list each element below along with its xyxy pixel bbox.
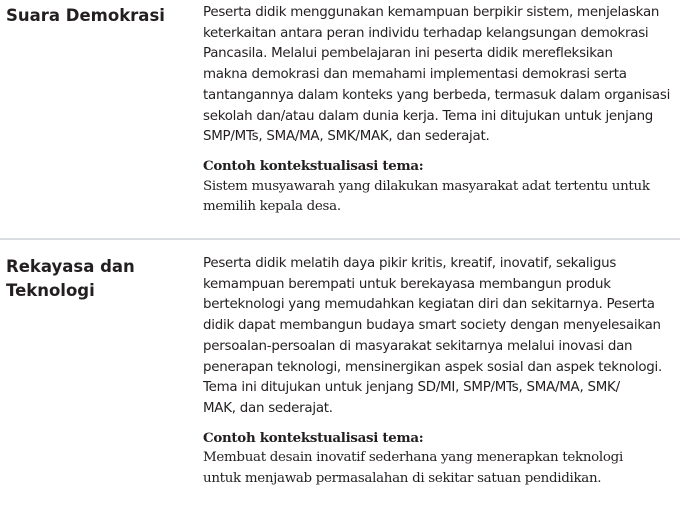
context-heading: Contoh kontekstualisasi tema: — [203, 429, 424, 446]
context-line: untuk menjawab permasalahan di sekitar satuan pendidikan. — [203, 471, 602, 487]
theme-description — [203, 3, 683, 148]
theme-title — [6, 4, 165, 28]
description-line: kemampuan berempati untuk berekayasa membangun produk — [203, 276, 611, 292]
description-line: keterkaitan antara peran individu terhadap kelangsungan demokrasi — [203, 25, 649, 41]
theme-description — [203, 254, 683, 420]
description-line: SMP/MTs, SMA/MA, SMK/MAK, dan sederajat. — [203, 129, 490, 145]
description-line: persoalan-persoalan di masyarakat sekitarnya melalui inovasi dan — [203, 338, 633, 354]
description-line: makna demokrasi dan memahami implementasi demokrasi serta — [203, 67, 627, 83]
context-line: Membuat desain inovatif sederhana yang menerapkan teknologi — [203, 450, 623, 466]
theme-title-line: Rekayasa dan — [6, 257, 135, 276]
description-line: Tema ini ditujukan untuk jenjang SD/MI, SMP/MTs, SMA/MA, SMK/ — [203, 380, 620, 396]
theme-title — [6, 255, 135, 303]
description-line: berteknologi yang memudahkan kegiatan diri dan sekitarnya. Peserta — [203, 297, 655, 313]
context-example — [203, 428, 683, 490]
description-line: Peserta didik menggunakan kemampuan berpikir sistem, menjelaskan — [203, 5, 660, 20]
description-line: sekolah dan/atau dalam dunia kerja. Tema ini ditujukan untuk jenjang — [203, 108, 654, 124]
row-divider — [0, 238, 680, 240]
theme-title-line: Teknologi — [6, 281, 95, 300]
theme-body — [203, 3, 683, 218]
description-line: Peserta didik melatih daya pikir kritis, kreatif, inovatif, sekaligus — [203, 256, 617, 271]
description-line: penerapan teknologi, mensinergikan aspek sosial dan aspek teknologi. — [203, 359, 663, 375]
description-line: Pancasila. Melalui pembelajaran ini peserta didik merefleksikan — [203, 46, 613, 62]
theme-title-line: Suara Demokrasi — [6, 6, 165, 25]
context-heading: Contoh kontekstualisasi tema: — [203, 157, 424, 174]
context-example — [203, 156, 683, 218]
description-line: tantangannya dalam konteks yang berbeda, termasuk dalam organisasi — [203, 87, 671, 103]
context-line: Sistem musyawarah yang dilakukan masyarakat adat tertentu untuk — [203, 178, 650, 194]
description-line: MAK, dan sederajat. — [203, 400, 333, 416]
context-line: memilih kepala desa. — [203, 199, 341, 215]
theme-body — [203, 254, 683, 490]
description-line: didik dapat membangun budaya smart society dengan menyelesaikan — [203, 318, 661, 334]
